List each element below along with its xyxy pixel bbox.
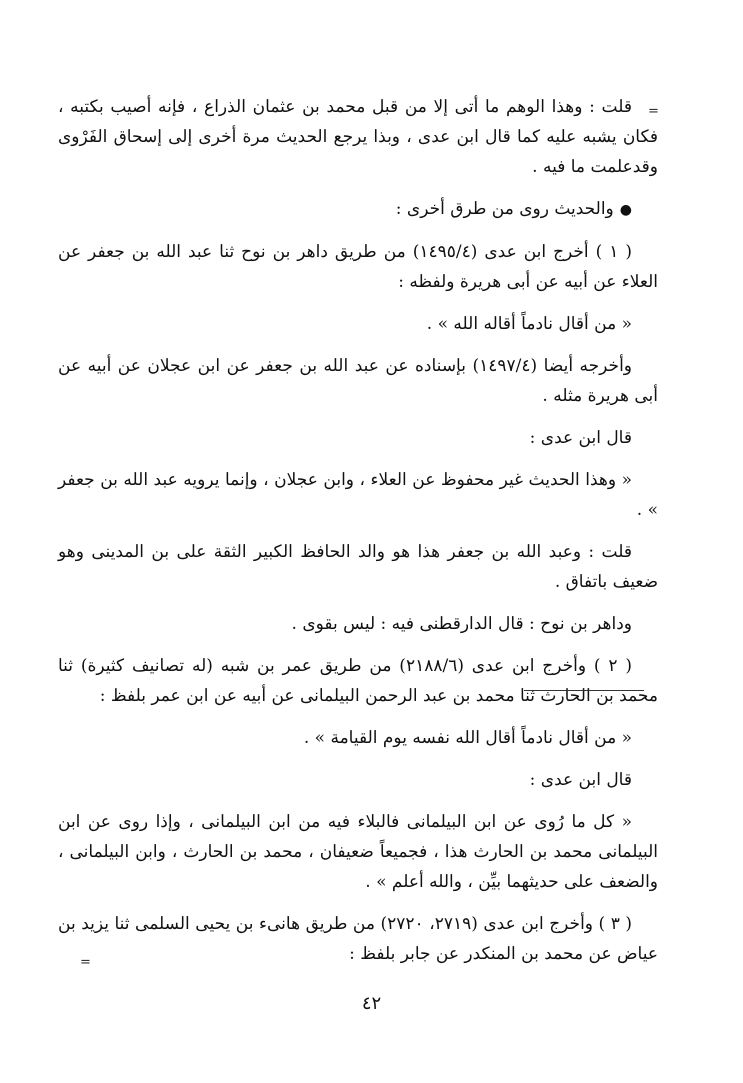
paragraph-route-1: ( ١ ) أخرج ابن عدى (١٤٩٥/٤) من طريق داهر بن نوح ثنا عبد الله بن جعفر عن العلاء عن أبيه عن أبى هريرة ولفظه : (58, 242, 658, 292)
paragraph-commentary-1: قلت : وهذا الوهم ما أتى إلا من قبل محمد بن عثمان الذراع ، فإنه أصيب بكتبه ، فكان يشبه عليه كما قال ابن عدى ، وبذا يرجع الحديث مرة أخرى إلى إسحاق الفَرْوى وقدعلمت ما فيه . (58, 97, 658, 177)
paragraph-ibn-adi-says-2: قال ابن عدى : (529, 770, 632, 790)
paragraph-ibn-adi-quote-1: « وهذا الحديث غير محفوظ عن العلاء ، وابن عجلان ، وإنما يرويه عبد الله بن جعفر » . (58, 470, 658, 520)
bullet-icon: ● (619, 202, 632, 218)
paragraph-ibn-adi-says-1: قال ابن عدى : (529, 428, 632, 448)
paragraph-other-routes-text: والحديث روى من طرق أخرى : (395, 199, 614, 219)
paragraph-other-routes (58, 194, 658, 225)
paragraph-dahir-note: وداهر بن نوح : قال الدارقطنى فيه : ليس بقوى . (291, 614, 632, 634)
paragraph-route-1b: وأخرجه أيضا (١٤٩٧/٤) بإسناده عن عبد الله بن جعفر عن ابن عجلان عن أبيه عن أبى هريرة مثله . (58, 356, 658, 406)
paragraph-hadith-quote-2: « من أقال نادماً أقال الله نفسه يوم القيامة » . (303, 728, 632, 748)
page-body (58, 92, 658, 981)
paragraph-ibn-adi-quote-2: « كل ما رُوى عن ابن البيلمانى فالبلاء فيه من ابن البيلمانى ، وإذا روى عن ابن البيلمانى محمد بن الحارث هذا ، فجميعاً ضعيفان ، محمد بن الحارث ، وابن البيلمانى ، والضعف على حديثهما بيِّن ، والله أعلم » . (58, 812, 658, 892)
page-number: ٤٢ (361, 993, 382, 1014)
paragraph-hadith-quote-1: « من أقال نادماً أقاله الله » . (426, 314, 632, 334)
paragraph-route-3: ( ٣ ) وأخرج ابن عدى (٢٧١٩، ٢٧٢٠) من طريق هانىء بن يحيى السلمى ثنا يزيد بن عياض عن محمد بن المنكدر عن جابر بلفظ : (58, 914, 658, 964)
margin-mark-top: = (648, 104, 659, 119)
paragraph-commentary-2: قلت : وعبد الله بن جعفر هذا هو والد الحافظ الكبير الثقة على بن المدينى وهو ضعيف باتفاق . (58, 542, 658, 592)
handwritten-underline (524, 690, 644, 691)
margin-mark-bottom: = (80, 955, 91, 970)
paragraph-route-2: ( ٢ ) وأخرج ابن عدى (٢١٨٨/٦) من طريق عمر بن شبه (له تصانيف كثيرة) ثنا محمد بن الحارث ثنا محمد بن عبد الرحمن البيلمانى عن أبيه عن ابن عمر بلفظ : (58, 656, 658, 706)
